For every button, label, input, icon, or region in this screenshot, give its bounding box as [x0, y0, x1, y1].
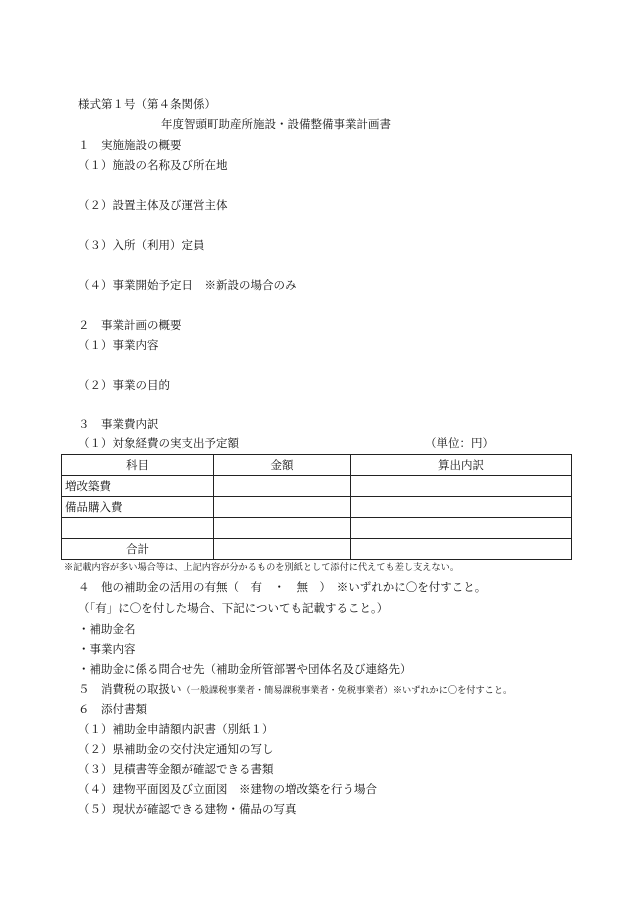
table-cell	[214, 518, 351, 539]
section1-item2: （２）設置主体及び運営主体	[78, 198, 228, 212]
total-label: 合計	[62, 539, 214, 560]
section5-heading: ５ 消費税の取扱い	[78, 682, 182, 696]
section1-heading: １ 実施施設の概要	[78, 138, 182, 152]
table-header-cell: 科目	[62, 455, 214, 476]
section2-item1: （１）事業内容	[78, 338, 159, 352]
section1-item4: （４）事業開始予定日 ※新設の場合のみ	[78, 278, 297, 292]
section2-item2: （２）事業の目的	[78, 378, 170, 392]
section5-options: （一般課税事業者・簡易課税事業者・免税事業者）	[181, 685, 393, 696]
section2-heading: ２ 事業計画の概要	[78, 318, 182, 332]
section4-sub: （「有」に〇を付した場合、下記についても記載すること。）	[78, 601, 389, 615]
section4-bullet3: ・補助金に係る問合せ先（補助金所管部署や団体名及び連絡先）	[78, 662, 412, 676]
section3-heading: ３ 事業費内訳	[78, 417, 159, 431]
section3-item1: （１）対象経費の実支出予定額	[78, 436, 239, 450]
form-number: 様式第１号（第４条関係）	[78, 97, 216, 111]
section4-bullet1: ・補助金名	[78, 622, 136, 636]
table-header-row	[62, 455, 572, 476]
table-note: ※記載内容が多い場合等は、上記内容が分かるものを別紙として添付に代えても差し支えない。	[64, 562, 460, 573]
budget-table	[61, 454, 572, 560]
table-cell	[351, 539, 572, 560]
section4-bullet2: ・事業内容	[78, 642, 136, 656]
table-cell	[351, 518, 572, 539]
table-total-row	[62, 539, 572, 560]
section6-item5: （５）現状が確認できる建物・備品の写真	[78, 802, 297, 816]
table-cell: 増改築費	[62, 476, 214, 497]
section6-item1: （１）補助金申請額内訳書（別紙１）	[78, 722, 274, 736]
table-row	[62, 476, 572, 497]
section6-heading: ６ 添付書類	[78, 702, 147, 716]
table-cell	[351, 497, 572, 518]
table-cell	[214, 539, 351, 560]
section6-item2: （２）県補助金の交付決定通知の写し	[78, 742, 274, 756]
table-cell: 備品購入費	[62, 497, 214, 518]
section4-heading: ４ 他の補助金の活用の有無（ 有 ・ 無 ） ※いずれかに〇を付すこと。	[78, 580, 487, 594]
table-row	[62, 518, 572, 539]
table-header-cell: 算出内訳	[351, 455, 572, 476]
unit-label: （単位：円）	[425, 436, 494, 450]
section5-note: ※いずれかに〇を付すこと。	[392, 685, 513, 696]
table-row	[62, 497, 572, 518]
section6-item4: （４）建物平面図及び立面図 ※建物の増改築を行う場合	[78, 782, 377, 796]
table-cell	[214, 497, 351, 518]
section1-item1: （１）施設の名称及び所在地	[78, 158, 228, 172]
table-cell	[62, 518, 214, 539]
section1-item3: （３）入所（利用）定員	[78, 238, 205, 252]
table-cell	[351, 476, 572, 497]
table-cell	[214, 476, 351, 497]
section5-line	[78, 682, 512, 698]
section6-item3: （３）見積書等金額が確認できる書類	[78, 762, 274, 776]
document-title: 年度智頭町助産所施設・設備整備事業計画書	[161, 117, 391, 131]
table-header-cell: 金額	[214, 455, 351, 476]
